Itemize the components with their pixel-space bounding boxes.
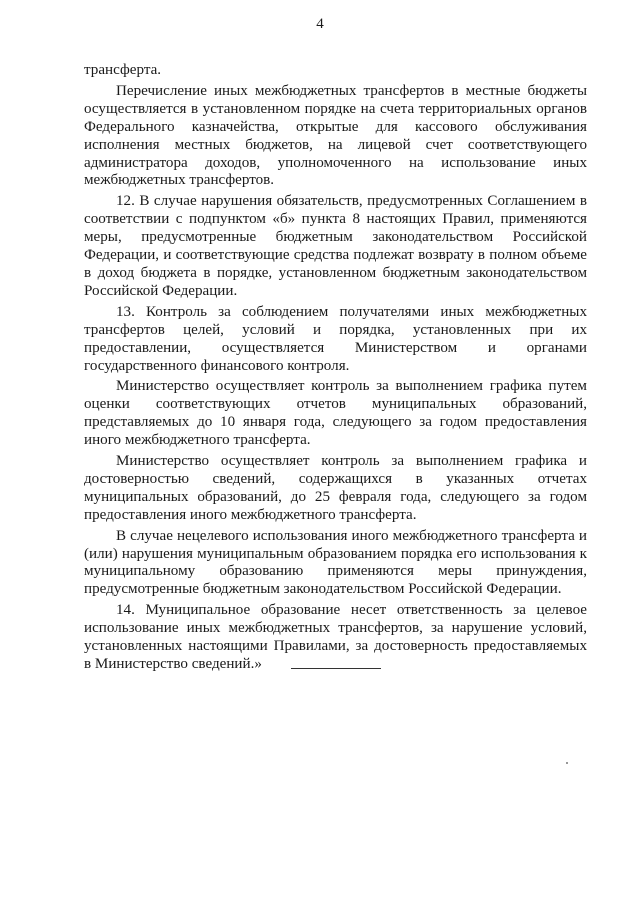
paragraph-clause-12: 12. В случае нарушения обязательств, предусмотренных Соглашением в соответствии с подпунктом «б» пункта 8 настоящих Правил, применяются меры, предусмотренные бюджетным законодательством Российской Федерации, и соответствующие средства подлежат возврату в полном объеме в доход бюджета в порядке, установленном бюджетным законодательством Российской Федерации. [84,193,587,299]
paragraph-clause-14: 14. Муниципальное образование несет ответственность за целевое использование иных межбюджетных трансфертов, за нарушение условий, установленных настоящими Правилами, за достоверность предоставляемых в Министерство сведений.» [84,602,587,672]
page-number: 4 [316,16,324,32]
paragraph-misuse: В случае нецелевого использования иного межбюджетного трансферта и (или) нарушения муниципальным образованием порядка его использования к муниципальному образованию применяются меры принуждения, предусмотренные бюджетным законодательством Российской Федерации. [84,527,587,598]
end-separator-line [291,668,381,669]
paragraph-transfer-procedure: Перечисление иных межбюджетных трансфертов в местные бюджеты осуществляется в установленном порядке на счета территориальных органов Федерального казначейства, открытые для кассового обслуживания исполнения местных бюджетов, на лицевой счет соответствующего администратора доходов, уполномоченного на использование иных межбюджетных трансфертов. [84,82,587,189]
scan-speck [566,762,568,764]
paragraph-clause-13: 13. Контроль за соблюдением получателями иных межбюджетных трансфертов целей, условий и порядка, установленных при их предоставлении, осуществляется Министерством и органами государственного финансового контроля. [84,303,587,374]
paragraph-reliability-control: Министерство осуществляет контроль за выполнением графика и достоверностью сведений, содержащихся в указанных отчетах муниципальных образований, до 25 февраля года, следующего за годом предоставления иного межбюджетного трансферта. [84,453,587,523]
document-body [84,62,587,677]
paragraph-schedule-control: Министерство осуществляет контроль за выполнением графика путем оценки соответствующих отчетов муниципальных образований, представляемых до 10 января года, следующего за годом предоставления иного межбюджетного трансферта. [84,378,587,449]
paragraph-continuation: трансферта. [84,62,162,78]
